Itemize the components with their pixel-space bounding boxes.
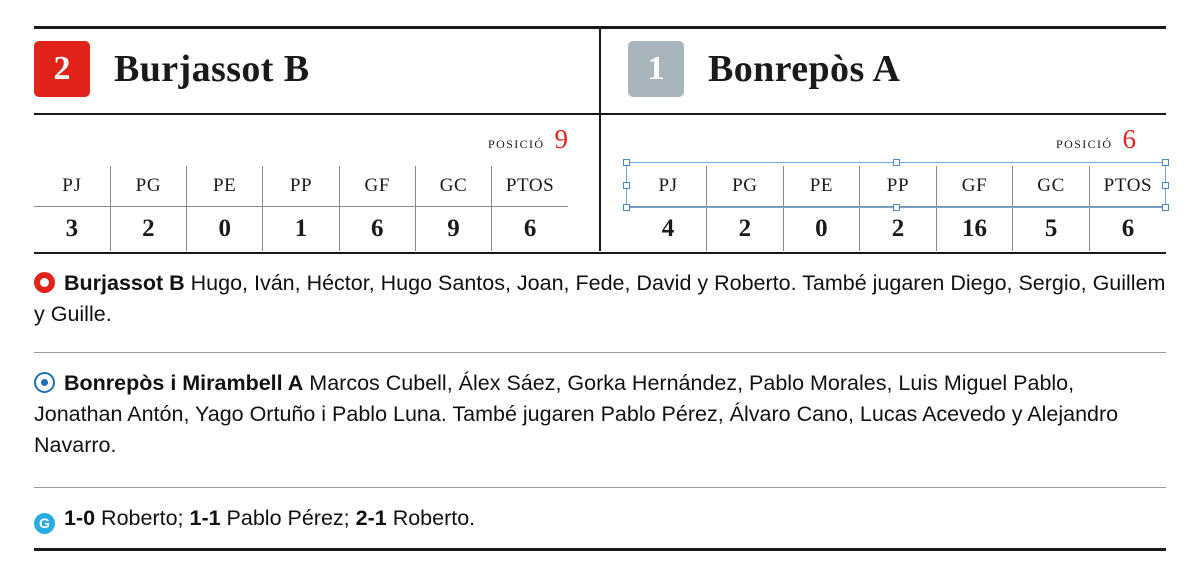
home-stat-value-pg: 2 (110, 207, 186, 252)
away-team-bullet-icon (34, 372, 55, 393)
goal-score-1: 1-0 (64, 506, 96, 530)
home-stat-header-pe: PE (187, 166, 263, 207)
away-team-header (600, 29, 1166, 109)
home-stat-value-gc: 9 (415, 207, 491, 252)
away-stat-header-ptos: PTOS (1089, 166, 1166, 207)
standings-position-band (34, 124, 1166, 164)
away-lineup-players: Marcos Cubell, Álex Sáez, Gorka Hernández, Pablo Morales, Luis Miguel Pablo, Jonathan Antón, Yago Ortuño i Pablo Luna. També jugaren Pablo Pérez, Álvaro Cano, Lucas Acevedo y Alejandro Navarro. (34, 371, 1119, 457)
header-bottom-divider (34, 113, 1166, 115)
home-lineup-paragraph (34, 268, 1166, 330)
goal-scorer-2: Pablo Pérez; (220, 506, 350, 530)
home-stat-header-ptos: PTOS (492, 166, 568, 207)
home-lineup-players: Hugo, Iván, Héctor, Hugo Santos, Joan, Fede, David y Roberto. També jugaren Diego, Sergio, Guillem y Guille. (34, 271, 1166, 326)
home-stat-header-gc: GC (415, 166, 491, 207)
goal-scorer-1: Roberto; (95, 506, 184, 530)
table-row (34, 207, 568, 252)
lineup-divider (34, 352, 1166, 353)
goals-divider (34, 487, 1166, 488)
home-stat-value-ptos: 6 (492, 207, 568, 252)
goal-score-3: 2-1 (355, 506, 387, 530)
away-stat-value-gf: 16 (936, 207, 1013, 252)
away-stat-header-pj: PJ (630, 166, 707, 207)
home-team-bullet-icon (34, 272, 55, 293)
away-stat-header-pp: PP (860, 166, 937, 207)
selection-handle-middle-left[interactable] (623, 182, 630, 189)
away-position-value: 6 (1122, 124, 1136, 154)
table-row (630, 207, 1166, 252)
table-header-row (630, 166, 1166, 207)
away-score-badge: 1 (628, 41, 684, 97)
home-stats-container (34, 166, 600, 250)
away-stat-header-pe: PE (783, 166, 860, 207)
home-stat-value-pj: 3 (34, 207, 110, 252)
bottom-divider (34, 548, 1166, 551)
away-lineup-paragraph (34, 368, 1166, 461)
selection-handle-bottom-left[interactable] (623, 204, 630, 211)
goal-score-2: 1-1 (189, 506, 221, 530)
home-stat-header-pj: PJ (34, 166, 110, 207)
stats-tables (34, 166, 1166, 250)
home-stat-header-pg: PG (110, 166, 186, 207)
home-position-label: posició (488, 133, 545, 152)
away-lineup-team: Bonrepòs i Mirambell A (64, 371, 304, 395)
away-stats-container (600, 166, 1166, 250)
away-position-label: posició (1056, 133, 1113, 152)
stats-bottom-divider (34, 252, 1166, 254)
home-team-name: Burjassot B (114, 48, 310, 90)
home-score-badge: 2 (34, 41, 90, 97)
home-team-header (34, 29, 600, 109)
away-stat-value-pe: 0 (783, 207, 860, 252)
home-stat-value-pp: 1 (263, 207, 339, 252)
away-stat-value-pp: 2 (860, 207, 937, 252)
away-stats-table (630, 166, 1166, 251)
home-stat-header-pp: PP (263, 166, 339, 207)
home-stats-table (34, 166, 568, 251)
home-stat-header-gf: GF (339, 166, 415, 207)
goals-paragraph (34, 503, 1166, 534)
away-stat-value-ptos: 6 (1089, 207, 1166, 252)
away-stat-value-pg: 2 (707, 207, 784, 252)
away-stat-value-pj: 4 (630, 207, 707, 252)
away-position (600, 124, 1166, 164)
table-header-row (34, 166, 568, 207)
goal-scorer-3: Roberto. (386, 506, 476, 530)
away-stat-value-gc: 5 (1013, 207, 1090, 252)
home-stat-value-pe: 0 (187, 207, 263, 252)
home-lineup-team: Burjassot B (64, 271, 185, 295)
home-stat-value-gf: 6 (339, 207, 415, 252)
away-team-name: Bonrepòs A (708, 48, 901, 90)
goals-icon: G (34, 513, 55, 534)
away-stat-header-gc: GC (1013, 166, 1090, 207)
home-position (34, 124, 600, 164)
away-stat-header-gf: GF (936, 166, 1013, 207)
home-position-value: 9 (554, 124, 568, 154)
away-stat-header-pg: PG (707, 166, 784, 207)
